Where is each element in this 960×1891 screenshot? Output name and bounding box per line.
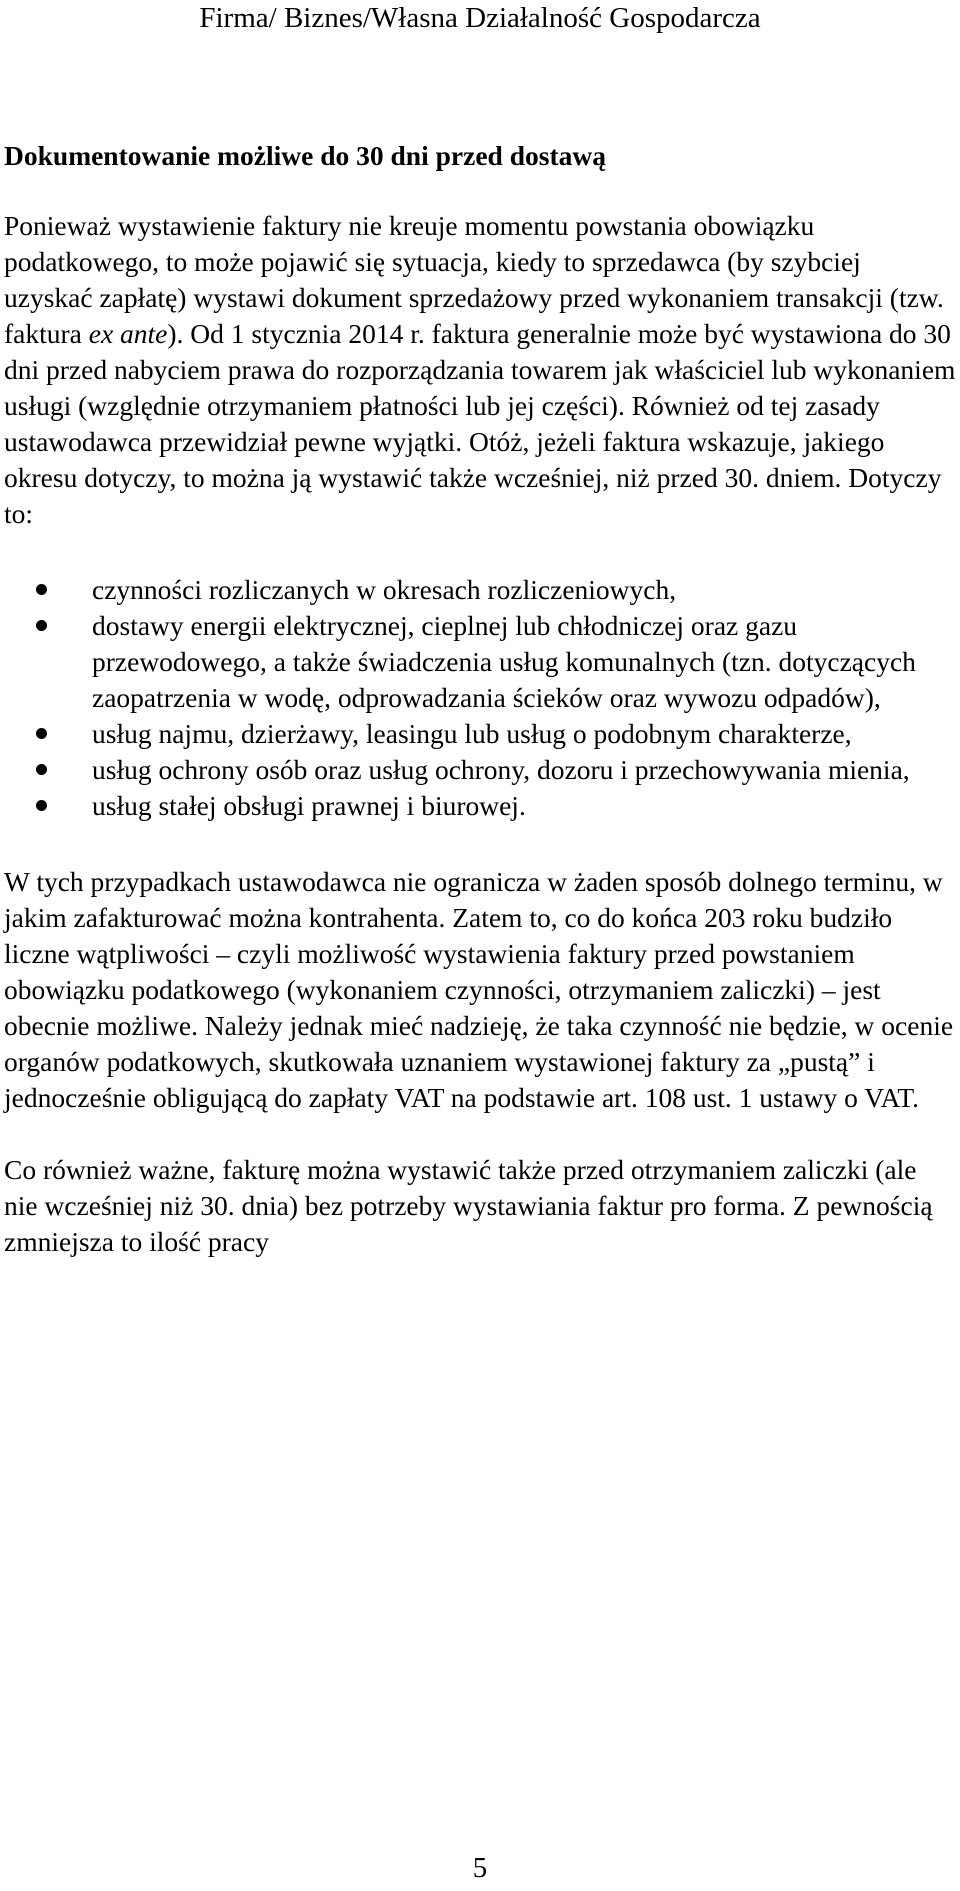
intro-paragraph	[4, 208, 956, 532]
list-item-text: czynności rozliczanych w okresach rozliczeniowych,	[92, 574, 677, 605]
paragraph-conclusion: W tych przypadkach ustawodawca nie ogranicza w żaden sposób dolnego terminu, w jakim zafakturować można kontrahenta. Zatem to, co do końca 203 roku budziło liczne wątpliwości – czyli możliwość wystawienia faktury przed powstaniem obowiązku podatkowego (wykonaniem czynności, otrzymaniem zaliczki) – jest obecnie możliwe. Należy jednak mieć nadzieję, że taka czynność nie będzie, w ocenie organów podatkowych, skutkowała uznaniem wystawionej faktury za „pustą” i jednocześnie obligującą do zapłaty VAT na podstawie art. 108 ust. 1 ustawy o VAT.	[4, 866, 954, 1113]
list-item	[4, 608, 956, 716]
list-item-text: usług najmu, dzierżawy, leasingu lub usług o podobnym charakterze,	[92, 718, 852, 749]
exceptions-list	[4, 572, 956, 824]
list-item-text: dostawy energii elektrycznej, cieplnej lub chłodniczej oraz gazu przewodowego, a także świadczenia usług komunalnych (tzn. dotyczących zaopatrzenia w wodę, odprowadzania ścieków oraz wywozu odpadów),	[92, 610, 916, 713]
bullet-icon	[36, 584, 47, 595]
paragraph-advance-payment: Co również ważne, fakturę można wystawić także przed otrzymaniem zaliczki (ale nie wcześniej niż 30. dnia) bez potrzeby wystawiania faktur pro forma. Z pewnością zmniejsza to ilość pracy	[4, 1154, 933, 1257]
intro-text-part-2: ). Od 1 stycznia 2014 r. faktura generalnie może być wystawiona do 30 dni przed nabyciem prawa do rozporządzania towarem jak właściciel lub wykonaniem usługi (względnie otrzymaniem płatności lub jej części). Również od tej zasady ustawodawca przewidział pewne wyjątki. Otóż, jeżeli faktura wskazuje, jakiego okresu dotyczy, to można ją wystawić także wcześniej, niż przed 30. dniem. Dotyczy to:	[4, 318, 956, 529]
running-header: Firma/ Biznes/Własna Działalność Gospodarcza	[199, 2, 761, 34]
list-item	[4, 572, 956, 608]
bullet-icon	[36, 728, 47, 739]
section-title: Dokumentowanie możliwe do 30 dni przed dostawą	[4, 140, 606, 171]
bullet-icon	[36, 764, 47, 775]
bullet-icon	[36, 800, 47, 811]
intro-text-part-1: Ponieważ wystawienie faktury nie kreuje momentu powstania obowiązku podatkowego, to może pojawić się sytuacja, kiedy to sprzedawca (by szybciej uzyskać zapłatę) wystawi dokument sprzedażowy przed wykonaniem transakcji (tzw. faktura	[4, 210, 944, 349]
document-body	[4, 138, 956, 1260]
bullet-icon	[36, 620, 47, 631]
list-item	[4, 716, 956, 752]
list-item-text: usług ochrony osób oraz usług ochrony, dozoru i przechowywania mienia,	[92, 754, 910, 785]
list-item	[4, 788, 956, 824]
page-number: 5	[472, 1852, 488, 1884]
list-item	[4, 752, 956, 788]
intro-italic-term: ex ante	[88, 318, 168, 349]
list-item-text: usług stałej obsługi prawnej i biurowej.	[92, 790, 526, 821]
